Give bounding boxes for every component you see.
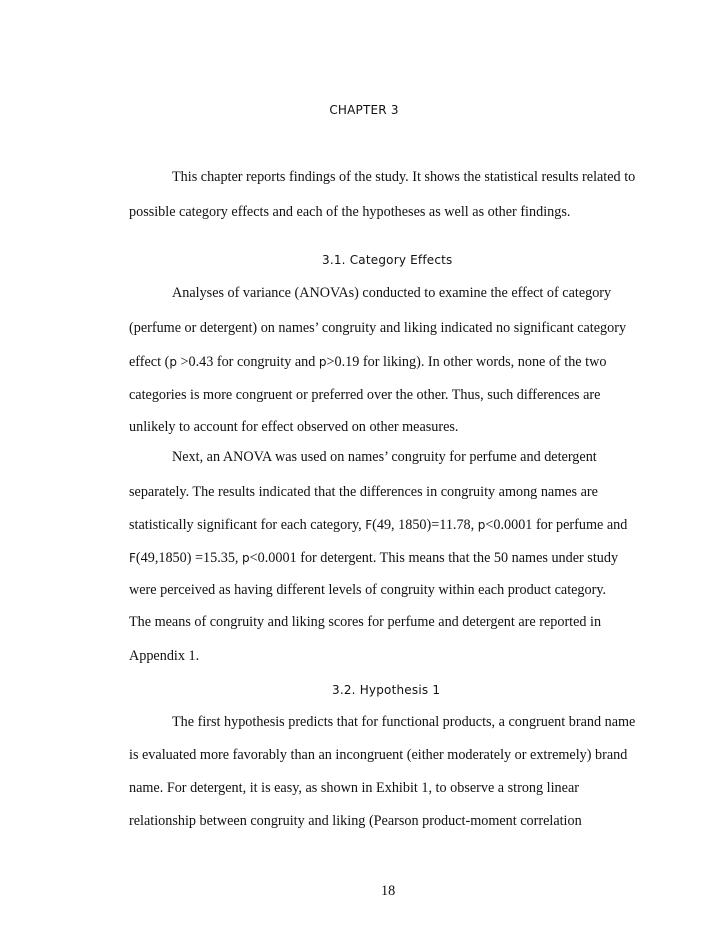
s1-p1-line-4: categories is more congruent or preferred over the other. Thus, such differences are [129,387,601,403]
s1-p1-line-5: unlikely to account for effect observed on other measures. [129,419,459,435]
s1-p2-line-7: Appendix 1. [129,648,200,664]
section-heading-category-effects: 3.1. Category Effects [322,253,453,267]
s1-p2-line-6: The means of congruity and liking scores for perfume and detergent are reported in [129,614,602,630]
page-number: 18 [381,883,396,899]
s1-p1-line-1: Analyses of variance (ANOVAs) conducted to examine the effect of category [172,285,612,301]
intro-line-2: possible category effects and each of the hypotheses as well as other findings. [129,204,571,220]
s1-p2-line-5: were perceived as having different levels of congruity within each product category. [129,582,607,598]
s2-p1-line-3: name. For detergent, it is easy, as shown in Exhibit 1, to observe a strong linear [129,780,579,796]
s2-p1-line-4: relationship between congruity and liking (Pearson product-moment correlation [129,813,582,829]
s1-p2-line-1: Next, an ANOVA was used on names’ congruity for perfume and detergent [172,449,597,465]
section-heading-hypothesis-1: 3.2. Hypothesis 1 [332,683,441,697]
s1-p2-line-4: F(49,1850) =15.35, p<0.0001 for detergent. This means that the 50 names under study [129,550,619,566]
s1-p1-line-3: effect (p >0.43 for congruity and p>0.19 for liking). In other words, none of the two [129,354,607,370]
chapter-title: CHAPTER 3 [329,103,399,117]
s1-p2-line-2: separately. The results indicated that the differences in congruity among names are [129,484,598,500]
s2-p1-line-2: is evaluated more favorably than an incongruent (either moderately or extremely) brand [129,747,628,763]
s2-p1-line-1: The first hypothesis predicts that for functional products, a congruent brand name [172,714,636,730]
s1-p1-line-2: (perfume or detergent) on names’ congruity and liking indicated no significant category [129,320,627,336]
intro-line-1: This chapter reports findings of the study. It shows the statistical results related to [172,169,636,185]
s1-p2-line-3: statistically significant for each category, F(49, 1850)=11.78, p<0.0001 for perfume and [129,517,628,533]
